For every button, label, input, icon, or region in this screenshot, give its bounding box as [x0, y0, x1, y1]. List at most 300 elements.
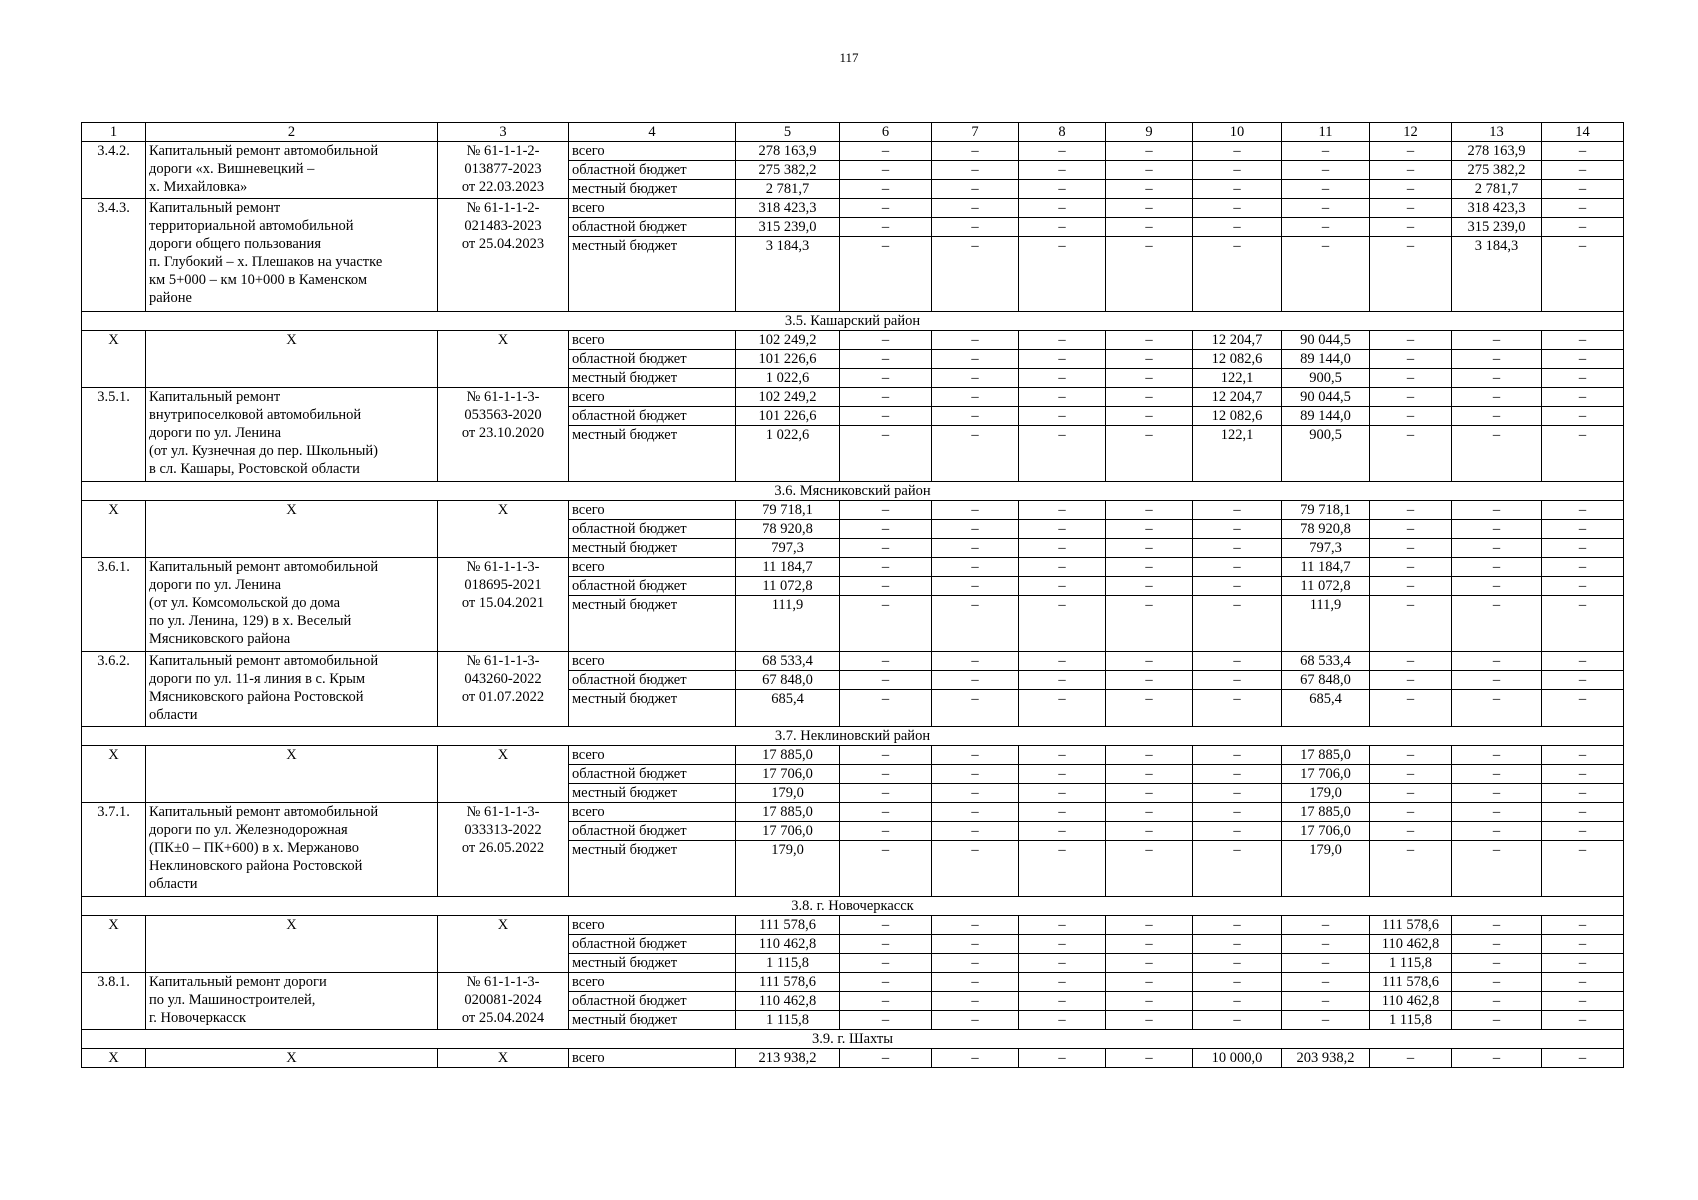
- item-number: 3.6.2.: [82, 652, 146, 727]
- amount-cell: –: [1106, 973, 1193, 992]
- item-document: [438, 199, 569, 312]
- table-body: [82, 142, 1624, 1068]
- amount-cell: –: [1542, 1011, 1624, 1030]
- amount-cell: –: [1019, 161, 1106, 180]
- column-number: 9: [1106, 123, 1193, 142]
- amount-cell: 11 184,7: [1282, 558, 1370, 577]
- document-line: 018695-2021: [464, 577, 542, 593]
- amount-cell: –: [1019, 501, 1106, 520]
- funding-source: всего: [569, 803, 736, 822]
- amount-cell: –: [1542, 577, 1624, 596]
- amount-cell: –: [1370, 577, 1452, 596]
- amount-cell: –: [1019, 841, 1106, 897]
- amount-cell: –: [1193, 180, 1282, 199]
- amount-cell: 122,1: [1193, 426, 1282, 482]
- funding-source: всего: [569, 916, 736, 935]
- item-document: [438, 916, 569, 973]
- funding-source: всего: [569, 1049, 736, 1068]
- amount-cell: 17 885,0: [736, 746, 840, 765]
- amount-cell: –: [1019, 558, 1106, 577]
- description-line: (от ул. Кузнечная до пер. Школьный): [149, 443, 379, 459]
- amount-cell: 1 115,8: [1370, 1011, 1452, 1030]
- amount-cell: –: [1452, 784, 1542, 803]
- amount-cell: –: [1370, 331, 1452, 350]
- funding-source: местный бюджет: [569, 596, 736, 652]
- amount-cell: –: [840, 501, 932, 520]
- amount-cell: 1 115,8: [1370, 954, 1452, 973]
- description-line: Х: [286, 1050, 297, 1066]
- amount-cell: –: [932, 671, 1019, 690]
- budget-row: [82, 388, 1624, 407]
- column-number: 8: [1019, 123, 1106, 142]
- item-document: [438, 142, 569, 199]
- amount-cell: –: [1452, 369, 1542, 388]
- amount-cell: –: [1370, 803, 1452, 822]
- amount-cell: –: [1019, 218, 1106, 237]
- description-line: Х: [286, 332, 297, 348]
- amount-cell: –: [840, 746, 932, 765]
- amount-cell: 67 848,0: [1282, 671, 1370, 690]
- amount-cell: –: [1019, 426, 1106, 482]
- document-line: 043260-2022: [464, 671, 542, 687]
- document-line: Х: [497, 502, 509, 518]
- amount-cell: –: [932, 1049, 1019, 1068]
- amount-cell: –: [840, 765, 932, 784]
- amount-cell: 213 938,2: [736, 1049, 840, 1068]
- budget-row: [82, 142, 1624, 161]
- budget-row: [82, 803, 1624, 822]
- amount-cell: –: [1106, 822, 1193, 841]
- amount-cell: –: [1542, 596, 1624, 652]
- amount-cell: 2 781,7: [1452, 180, 1542, 199]
- amount-cell: 797,3: [736, 539, 840, 558]
- item-description: [146, 388, 438, 482]
- amount-cell: –: [1019, 652, 1106, 671]
- description-line: области: [149, 876, 198, 892]
- amount-cell: –: [1019, 331, 1106, 350]
- amount-cell: 179,0: [736, 784, 840, 803]
- amount-cell: –: [840, 1049, 932, 1068]
- amount-cell: –: [1452, 596, 1542, 652]
- amount-cell: –: [1019, 350, 1106, 369]
- funding-source: местный бюджет: [569, 841, 736, 897]
- amount-cell: –: [1106, 954, 1193, 973]
- amount-cell: –: [1452, 350, 1542, 369]
- description-line: Х: [286, 917, 297, 933]
- amount-cell: –: [1452, 407, 1542, 426]
- description-line: Капитальный ремонт автомобильной: [149, 804, 379, 820]
- amount-cell: –: [1106, 237, 1193, 312]
- item-document: [438, 652, 569, 727]
- item-number: 3.7.1.: [82, 803, 146, 897]
- amount-cell: –: [1370, 671, 1452, 690]
- amount-cell: 685,4: [1282, 690, 1370, 727]
- document-line: 021483-2023: [464, 218, 542, 234]
- column-number: 5: [736, 123, 840, 142]
- item-document: [438, 973, 569, 1030]
- amount-cell: –: [1370, 218, 1452, 237]
- description-line: дороги по ул. Железнодорожная: [149, 822, 348, 838]
- amount-cell: –: [840, 671, 932, 690]
- funding-source: областной бюджет: [569, 407, 736, 426]
- amount-cell: –: [1106, 142, 1193, 161]
- amount-cell: –: [840, 407, 932, 426]
- document-line: от 15.04.2021: [461, 595, 545, 611]
- funding-source: местный бюджет: [569, 784, 736, 803]
- funding-source: всего: [569, 331, 736, 350]
- section-row: [82, 897, 1624, 916]
- item-description: [146, 652, 438, 727]
- document-line: № 61-1-1-2-: [466, 143, 540, 159]
- item-number: Х: [82, 916, 146, 973]
- item-number: Х: [82, 1049, 146, 1068]
- amount-cell: –: [1452, 520, 1542, 539]
- amount-cell: –: [1193, 501, 1282, 520]
- column-number: 10: [1193, 123, 1282, 142]
- budget-row: [82, 746, 1624, 765]
- budget-row: [82, 558, 1624, 577]
- item-description: [146, 558, 438, 652]
- amount-cell: 67 848,0: [736, 671, 840, 690]
- amount-cell: 1 115,8: [736, 1011, 840, 1030]
- funding-source: областной бюджет: [569, 822, 736, 841]
- amount-cell: –: [840, 218, 932, 237]
- document-line: № 61-1-1-3-: [466, 804, 540, 820]
- description-line: Х: [286, 747, 297, 763]
- amount-cell: –: [1019, 992, 1106, 1011]
- document-line: от 23.10.2020: [461, 425, 545, 441]
- amount-cell: –: [840, 199, 932, 218]
- item-description: [146, 973, 438, 1030]
- budget-row: [82, 331, 1624, 350]
- column-number: 7: [932, 123, 1019, 142]
- column-number: 1: [82, 123, 146, 142]
- amount-cell: –: [1370, 652, 1452, 671]
- funding-source: областной бюджет: [569, 161, 736, 180]
- funding-source: местный бюджет: [569, 369, 736, 388]
- amount-cell: 685,4: [736, 690, 840, 727]
- amount-cell: –: [840, 539, 932, 558]
- funding-source: областной бюджет: [569, 218, 736, 237]
- amount-cell: –: [932, 369, 1019, 388]
- amount-cell: –: [1193, 784, 1282, 803]
- item-number: Х: [82, 501, 146, 558]
- amount-cell: –: [932, 841, 1019, 897]
- amount-cell: –: [1370, 822, 1452, 841]
- amount-cell: –: [932, 426, 1019, 482]
- amount-cell: 110 462,8: [1370, 992, 1452, 1011]
- amount-cell: –: [1019, 388, 1106, 407]
- amount-cell: –: [1542, 746, 1624, 765]
- amount-cell: 1 022,6: [736, 369, 840, 388]
- document-line: № 61-1-1-3-: [466, 653, 540, 669]
- amount-cell: –: [1370, 841, 1452, 897]
- item-description: [146, 1049, 438, 1068]
- amount-cell: –: [1019, 1049, 1106, 1068]
- funding-source: областной бюджет: [569, 992, 736, 1011]
- amount-cell: –: [932, 180, 1019, 199]
- amount-cell: –: [932, 558, 1019, 577]
- description-line: х. Михайловка»: [149, 179, 248, 195]
- amount-cell: –: [1019, 539, 1106, 558]
- description-line: по ул. Машиностроителей,: [149, 992, 316, 1008]
- amount-cell: 3 184,3: [1452, 237, 1542, 312]
- amount-cell: –: [1542, 539, 1624, 558]
- amount-cell: –: [840, 596, 932, 652]
- funding-source: областной бюджет: [569, 935, 736, 954]
- document-line: № 61-1-1-3-: [466, 974, 540, 990]
- amount-cell: 900,5: [1282, 426, 1370, 482]
- amount-cell: –: [1452, 803, 1542, 822]
- amount-cell: –: [840, 331, 932, 350]
- budget-table: [81, 122, 1624, 1068]
- amount-cell: –: [1106, 596, 1193, 652]
- funding-source: местный бюджет: [569, 954, 736, 973]
- section-row: [82, 1030, 1624, 1049]
- amount-cell: –: [932, 803, 1019, 822]
- amount-cell: –: [1370, 142, 1452, 161]
- description-line: Капитальный ремонт автомобильной: [149, 653, 379, 669]
- amount-cell: –: [1542, 237, 1624, 312]
- amount-cell: –: [1542, 558, 1624, 577]
- amount-cell: –: [1106, 407, 1193, 426]
- amount-cell: –: [1106, 218, 1193, 237]
- amount-cell: 90 044,5: [1282, 331, 1370, 350]
- column-number: 11: [1282, 123, 1370, 142]
- amount-cell: –: [1542, 350, 1624, 369]
- amount-cell: –: [1019, 520, 1106, 539]
- item-number: Х: [82, 331, 146, 388]
- section-title: 3.6. Мясниковский район: [82, 482, 1624, 501]
- amount-cell: –: [1019, 690, 1106, 727]
- amount-cell: –: [840, 822, 932, 841]
- item-description: [146, 142, 438, 199]
- amount-cell: –: [1193, 142, 1282, 161]
- amount-cell: –: [1542, 973, 1624, 992]
- item-description: [146, 199, 438, 312]
- section-title: 3.8. г. Новочеркасск: [82, 897, 1624, 916]
- amount-cell: –: [932, 520, 1019, 539]
- amount-cell: 111 578,6: [1370, 973, 1452, 992]
- description-line: внутрипоселковой автомобильной: [149, 407, 362, 423]
- amount-cell: 111,9: [736, 596, 840, 652]
- item-number: 3.4.3.: [82, 199, 146, 312]
- amount-cell: –: [1542, 142, 1624, 161]
- amount-cell: 68 533,4: [1282, 652, 1370, 671]
- column-number: 13: [1452, 123, 1542, 142]
- amount-cell: –: [1106, 331, 1193, 350]
- amount-cell: –: [1542, 935, 1624, 954]
- amount-cell: –: [1193, 577, 1282, 596]
- amount-cell: –: [1106, 350, 1193, 369]
- amount-cell: 1 115,8: [736, 954, 840, 973]
- amount-cell: –: [1019, 142, 1106, 161]
- funding-source: всего: [569, 652, 736, 671]
- section-title: 3.9. г. Шахты: [82, 1030, 1624, 1049]
- amount-cell: –: [932, 690, 1019, 727]
- amount-cell: 10 000,0: [1193, 1049, 1282, 1068]
- item-description: [146, 803, 438, 897]
- amount-cell: –: [932, 142, 1019, 161]
- item-document: [438, 331, 569, 388]
- amount-cell: 122,1: [1193, 369, 1282, 388]
- amount-cell: –: [932, 218, 1019, 237]
- amount-cell: –: [1542, 180, 1624, 199]
- funding-source: местный бюджет: [569, 180, 736, 199]
- amount-cell: –: [1019, 822, 1106, 841]
- amount-cell: –: [1019, 916, 1106, 935]
- item-document: [438, 388, 569, 482]
- amount-cell: –: [1452, 539, 1542, 558]
- amount-cell: 78 920,8: [1282, 520, 1370, 539]
- amount-cell: –: [1370, 784, 1452, 803]
- amount-cell: 278 163,9: [736, 142, 840, 161]
- description-line: Капитальный ремонт: [149, 200, 281, 216]
- amount-cell: –: [1019, 803, 1106, 822]
- column-number: 12: [1370, 123, 1452, 142]
- amount-cell: 179,0: [1282, 784, 1370, 803]
- amount-cell: –: [1370, 426, 1452, 482]
- amount-cell: –: [1542, 161, 1624, 180]
- amount-cell: 110 462,8: [1370, 935, 1452, 954]
- amount-cell: 1 022,6: [736, 426, 840, 482]
- column-number: 4: [569, 123, 736, 142]
- amount-cell: –: [1193, 539, 1282, 558]
- amount-cell: –: [1019, 954, 1106, 973]
- amount-cell: 17 706,0: [1282, 765, 1370, 784]
- amount-cell: 68 533,4: [736, 652, 840, 671]
- funding-source: всего: [569, 142, 736, 161]
- amount-cell: –: [1542, 388, 1624, 407]
- amount-cell: –: [1542, 803, 1624, 822]
- funding-source: местный бюджет: [569, 539, 736, 558]
- amount-cell: –: [1542, 765, 1624, 784]
- amount-cell: –: [1282, 916, 1370, 935]
- amount-cell: –: [1193, 520, 1282, 539]
- amount-cell: –: [1193, 841, 1282, 897]
- amount-cell: –: [1452, 671, 1542, 690]
- amount-cell: –: [1370, 765, 1452, 784]
- funding-source: местный бюджет: [569, 1011, 736, 1030]
- amount-cell: –: [1452, 822, 1542, 841]
- amount-cell: –: [840, 935, 932, 954]
- amount-cell: –: [1019, 765, 1106, 784]
- amount-cell: 111 578,6: [736, 973, 840, 992]
- amount-cell: –: [932, 652, 1019, 671]
- amount-cell: –: [1019, 1011, 1106, 1030]
- amount-cell: –: [1542, 331, 1624, 350]
- funding-source: всего: [569, 746, 736, 765]
- amount-cell: 17 706,0: [736, 822, 840, 841]
- item-document: [438, 501, 569, 558]
- amount-cell: –: [1019, 671, 1106, 690]
- amount-cell: –: [1106, 539, 1193, 558]
- funding-source: областной бюджет: [569, 765, 736, 784]
- description-line: км 5+000 – км 10+000 в Каменском: [149, 272, 368, 288]
- amount-cell: 179,0: [1282, 841, 1370, 897]
- amount-cell: –: [1282, 973, 1370, 992]
- amount-cell: –: [1542, 1049, 1624, 1068]
- amount-cell: –: [1452, 765, 1542, 784]
- amount-cell: –: [840, 784, 932, 803]
- description-line: Капитальный ремонт автомобильной: [149, 143, 379, 159]
- funding-source: областной бюджет: [569, 520, 736, 539]
- amount-cell: –: [1370, 161, 1452, 180]
- amount-cell: –: [932, 577, 1019, 596]
- amount-cell: 102 249,2: [736, 331, 840, 350]
- amount-cell: 17 885,0: [736, 803, 840, 822]
- amount-cell: –: [840, 916, 932, 935]
- amount-cell: –: [1542, 501, 1624, 520]
- document-line: 033313-2022: [464, 822, 542, 838]
- amount-cell: –: [1282, 142, 1370, 161]
- amount-cell: –: [1106, 992, 1193, 1011]
- amount-cell: –: [1542, 199, 1624, 218]
- amount-cell: –: [1019, 199, 1106, 218]
- amount-cell: 12 082,6: [1193, 407, 1282, 426]
- document-line: № 61-1-1-3-: [466, 559, 540, 575]
- amount-cell: –: [1542, 652, 1624, 671]
- amount-cell: –: [1370, 388, 1452, 407]
- amount-cell: –: [1019, 935, 1106, 954]
- document-line: 053563-2020: [464, 407, 542, 423]
- amount-cell: –: [840, 369, 932, 388]
- amount-cell: –: [1452, 841, 1542, 897]
- amount-cell: –: [1370, 180, 1452, 199]
- description-line: Мясниковского района: [149, 631, 291, 647]
- amount-cell: –: [1019, 407, 1106, 426]
- amount-cell: –: [1542, 218, 1624, 237]
- amount-cell: –: [840, 142, 932, 161]
- amount-cell: –: [1452, 331, 1542, 350]
- amount-cell: –: [1193, 652, 1282, 671]
- amount-cell: –: [1452, 973, 1542, 992]
- amount-cell: –: [1452, 916, 1542, 935]
- funding-source: всего: [569, 973, 736, 992]
- document-line: Х: [497, 747, 509, 763]
- amount-cell: –: [840, 652, 932, 671]
- description-line: в сл. Кашары, Ростовской области: [149, 461, 360, 477]
- amount-cell: 78 920,8: [736, 520, 840, 539]
- funding-source: всего: [569, 501, 736, 520]
- amount-cell: –: [1106, 369, 1193, 388]
- amount-cell: –: [1542, 992, 1624, 1011]
- document-line: № 61-1-1-3-: [466, 389, 540, 405]
- amount-cell: 79 718,1: [736, 501, 840, 520]
- section-title: 3.5. Кашарский район: [82, 312, 1624, 331]
- amount-cell: –: [932, 407, 1019, 426]
- description-line: дороги общего пользования: [149, 236, 321, 252]
- amount-cell: 111 578,6: [1370, 916, 1452, 935]
- amount-cell: –: [932, 539, 1019, 558]
- amount-cell: –: [932, 746, 1019, 765]
- item-number: 3.6.1.: [82, 558, 146, 652]
- amount-cell: 11 184,7: [736, 558, 840, 577]
- amount-cell: –: [1282, 199, 1370, 218]
- amount-cell: –: [1106, 690, 1193, 727]
- budget-row: [82, 1049, 1624, 1068]
- amount-cell: –: [1542, 690, 1624, 727]
- description-line: дороги по ул. 11-я линия в с. Крым: [149, 671, 366, 687]
- section-row: [82, 312, 1624, 331]
- document-line: Х: [497, 1050, 509, 1066]
- amount-cell: –: [1452, 558, 1542, 577]
- amount-cell: –: [1193, 199, 1282, 218]
- item-number: 3.5.1.: [82, 388, 146, 482]
- amount-cell: 11 072,8: [736, 577, 840, 596]
- amount-cell: –: [1193, 803, 1282, 822]
- amount-cell: –: [1452, 388, 1542, 407]
